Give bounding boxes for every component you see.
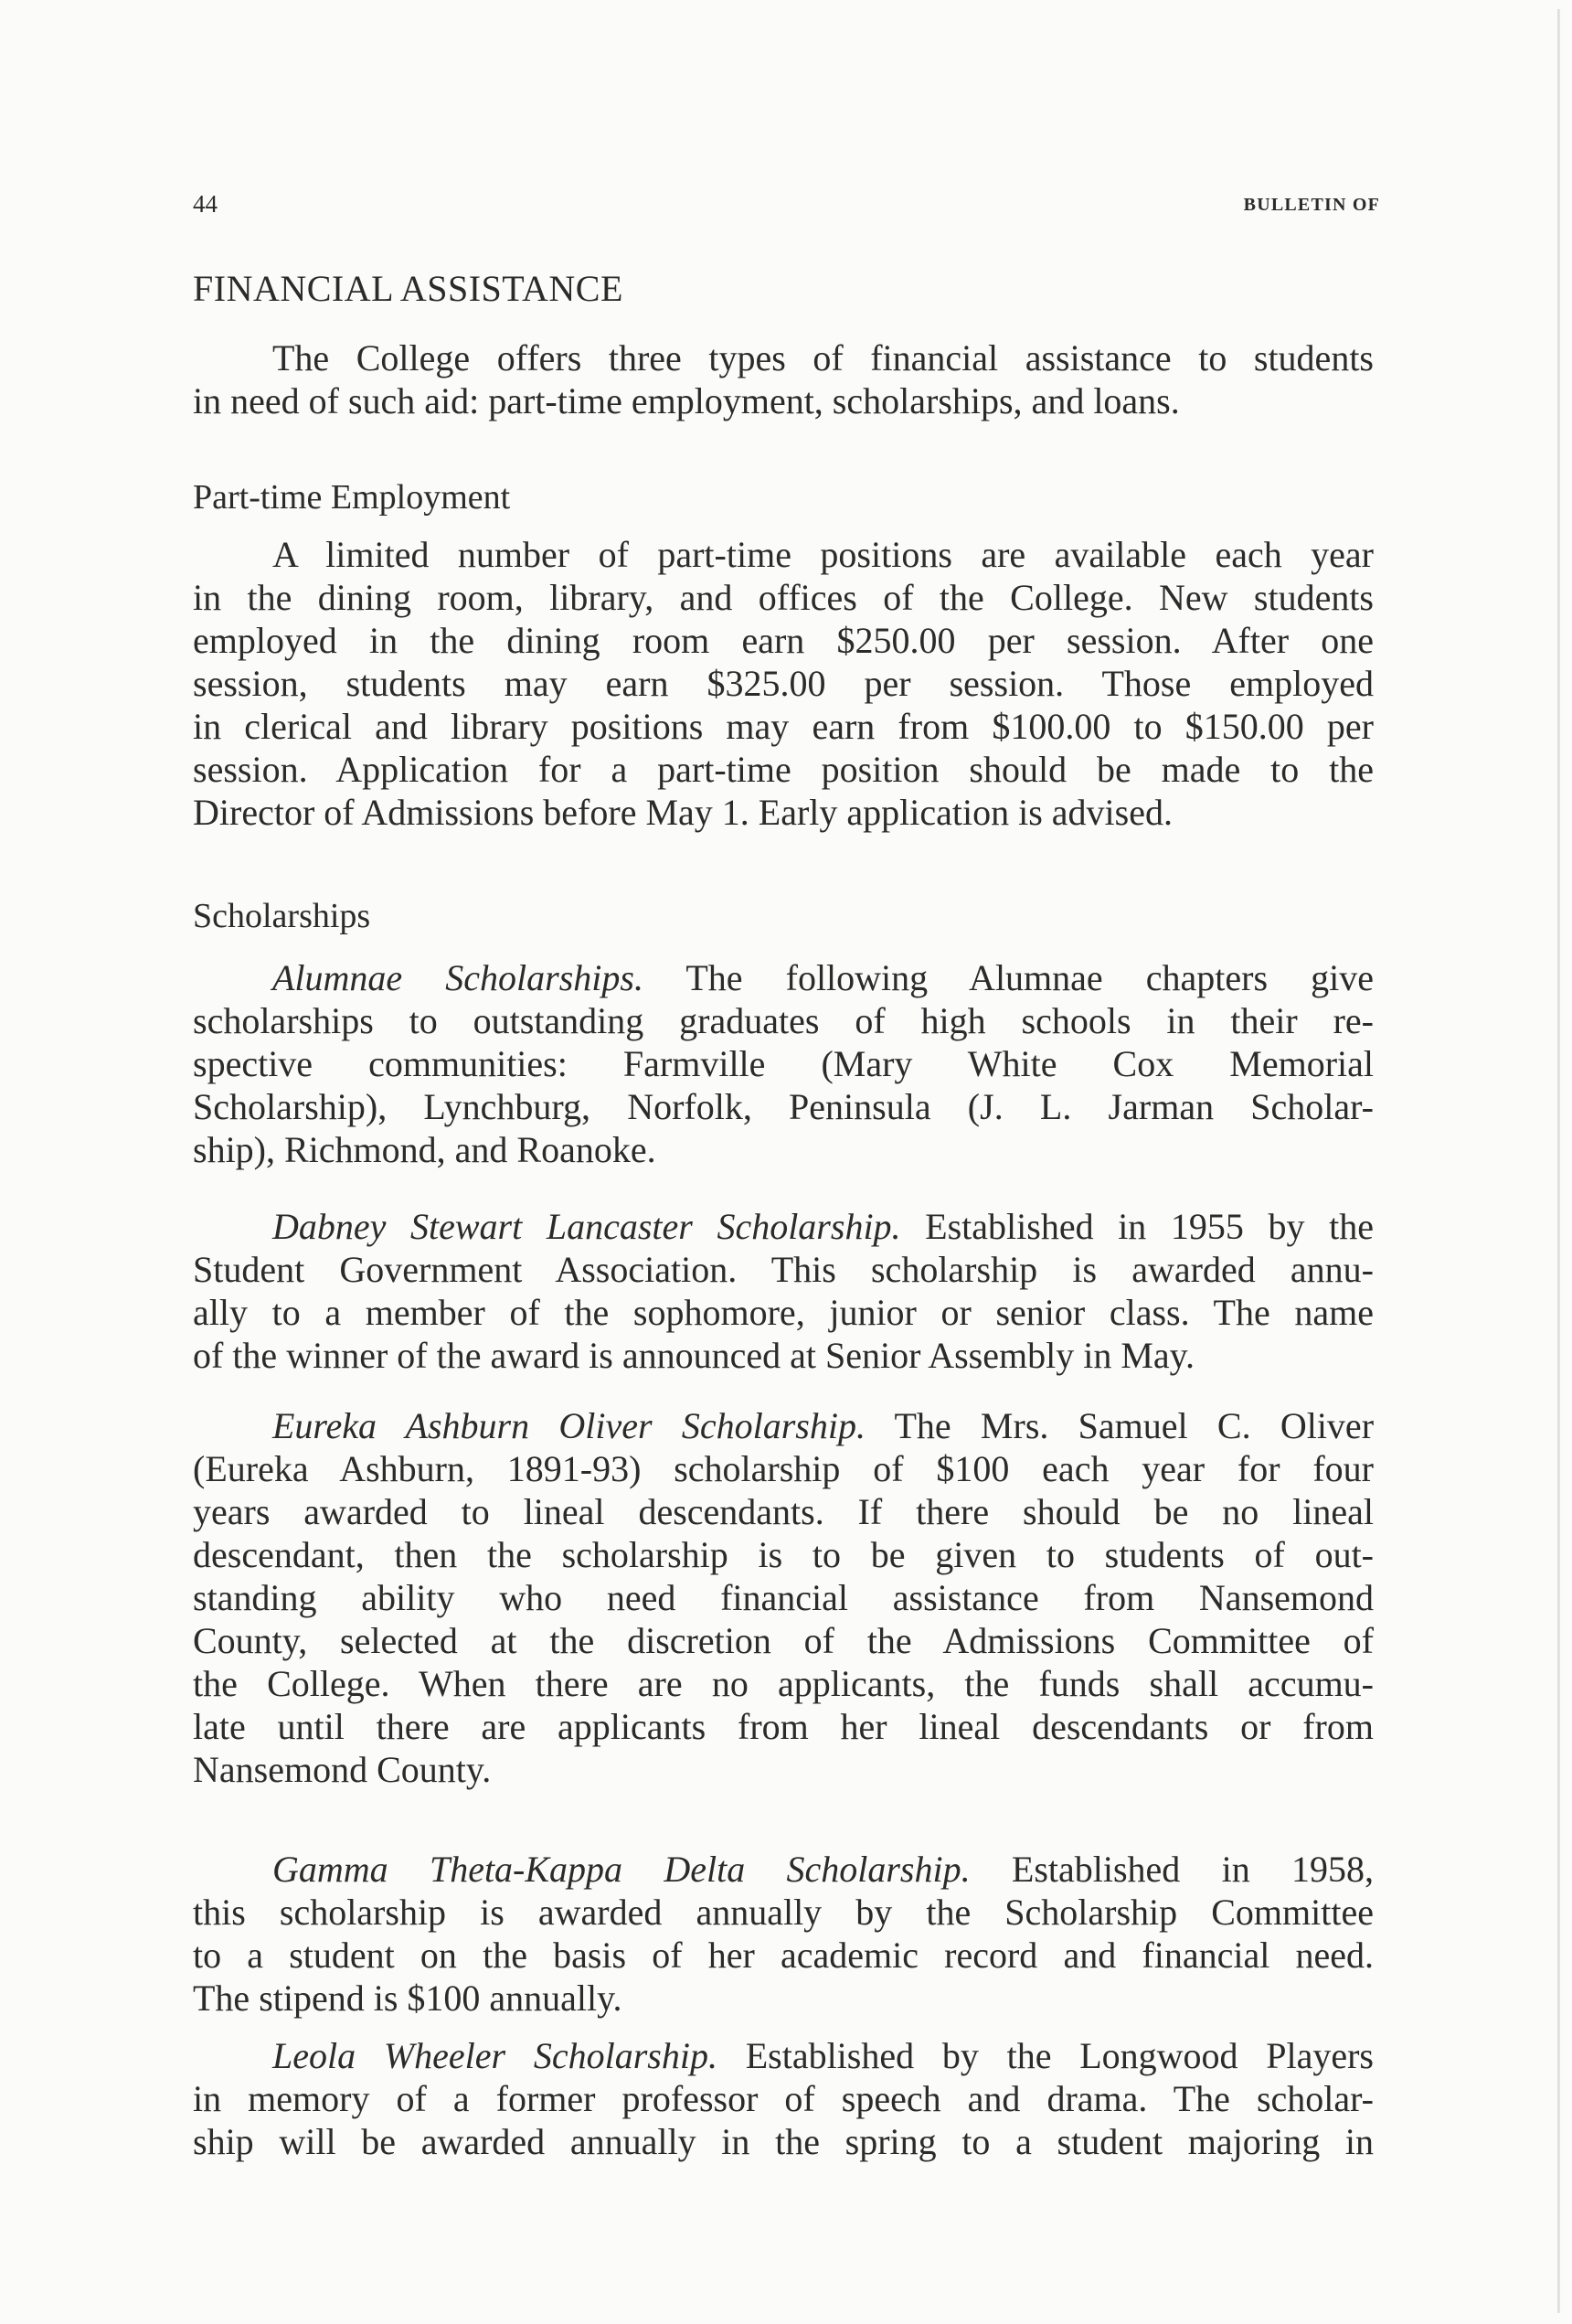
text-run: descendant, then the scholarship is to be given to students of out- xyxy=(193,1534,1374,1575)
text-run: Established in 1955 by the xyxy=(900,1206,1374,1247)
text-run: Scholarship), Lynchburg, Norfolk, Peninsula (J. L. Jarman Scholar- xyxy=(193,1086,1374,1127)
text-line xyxy=(193,1334,1374,1378)
text-line xyxy=(193,1128,1374,1172)
text-line xyxy=(193,662,1374,706)
text-run: The Mrs. Samuel C. Oliver xyxy=(865,1405,1375,1446)
text-run: The following Alumnae chapters give xyxy=(643,957,1374,998)
page-number: 44 xyxy=(193,190,218,218)
text-line xyxy=(193,379,1374,423)
text-line xyxy=(193,2077,1374,2121)
text-line xyxy=(193,999,1374,1043)
text-run: A limited number of part-time positions are available each year xyxy=(272,534,1374,575)
text-run: The stipend is $100 annually. xyxy=(193,1978,622,2019)
text-run: standing ability who need financial assistance from Nansemond xyxy=(193,1577,1374,1618)
text-run: Established in 1958, xyxy=(970,1849,1374,1890)
text-line xyxy=(272,2034,1374,2078)
section-title: FINANCIAL ASSISTANCE xyxy=(193,268,623,309)
text-run: of the winner of the award is announced at Senior Assembly in May. xyxy=(193,1335,1195,1376)
text-run: Director of Admissions before May 1. Early application is advised. xyxy=(193,792,1173,833)
text-run: ally to a member of the sophomore, junior or senior class. The name xyxy=(193,1292,1374,1333)
text-run: this scholarship is awarded annually by the Scholarship Committee xyxy=(193,1892,1374,1933)
text-run: in need of such aid: part-time employment, scholarships, and loans. xyxy=(193,380,1180,421)
text-run: Nansemond County. xyxy=(193,1749,492,1790)
text-run: scholarships to outstanding graduates of high schools in their re- xyxy=(193,1000,1374,1041)
text-line xyxy=(193,2120,1374,2164)
text-line xyxy=(193,1248,1374,1292)
text-run: The College offers three types of financial assistance to students xyxy=(272,337,1374,378)
text-run: ship will be awarded annually in the spring to a student majoring in xyxy=(193,2121,1374,2162)
text-line xyxy=(193,1490,1374,1534)
scholarship-name: Dabney Stewart Lancaster Scholarship. xyxy=(272,1206,901,1247)
text-run: session. Application for a part-time position should be made to the xyxy=(193,749,1374,790)
text-run: late until there are applicants from her lineal descendants or from xyxy=(193,1706,1374,1747)
text-line xyxy=(193,748,1374,792)
text-line xyxy=(193,1934,1374,1978)
text-line xyxy=(193,619,1374,663)
text-line xyxy=(193,1576,1374,1620)
text-run: in memory of a former professor of speech and drama. The scholar- xyxy=(193,2078,1374,2119)
scholarships-heading: Scholarships xyxy=(193,897,371,935)
text-run: Established by the Longwood Players xyxy=(717,2035,1374,2076)
text-line xyxy=(272,336,1374,380)
text-line xyxy=(193,791,1374,835)
text-run: the College. When there are no applicants, the funds shall accumu- xyxy=(193,1663,1374,1704)
text-line xyxy=(193,1748,1374,1792)
text-line xyxy=(193,1042,1374,1086)
text-line xyxy=(272,1848,1374,1892)
text-run: in clerical and library positions may earn from $100.00 to $150.00 per xyxy=(193,706,1374,747)
text-line xyxy=(272,1205,1374,1249)
text-line xyxy=(193,1085,1374,1129)
text-line xyxy=(193,1891,1374,1935)
text-line xyxy=(272,956,1374,1000)
text-line xyxy=(193,705,1374,749)
text-line xyxy=(193,1977,1374,2020)
text-line xyxy=(193,576,1374,620)
text-line xyxy=(193,1447,1374,1491)
text-run: spective communities: Farmville (Mary White Cox Memorial xyxy=(193,1043,1374,1084)
text-line xyxy=(193,1291,1374,1335)
text-run: employed in the dining room earn $250.00 per session. After one xyxy=(193,620,1374,661)
text-run: to a student on the basis of her academic record and financial need. xyxy=(193,1935,1374,1976)
text-run: (Eureka Ashburn, 1891-93) scholarship of $100 each year for four xyxy=(193,1448,1374,1489)
text-line xyxy=(193,1533,1374,1577)
text-line xyxy=(193,1662,1374,1706)
text-run: session, students may earn $325.00 per session. Those employed xyxy=(193,663,1374,704)
text-run: ship), Richmond, and Roanoke. xyxy=(193,1129,656,1170)
text-line xyxy=(272,1404,1374,1448)
text-run: Student Government Association. This scholarship is awarded annu- xyxy=(193,1249,1374,1290)
text-run: County, selected at the discretion of the Admissions Committee of xyxy=(193,1620,1374,1661)
scholarship-name: Alumnae Scholarships. xyxy=(272,957,643,998)
page-edge-shadow xyxy=(1557,9,1560,2313)
text-line xyxy=(193,1619,1374,1663)
text-run: years awarded to lineal descendants. If there should be no lineal xyxy=(193,1491,1374,1532)
text-line xyxy=(193,1705,1374,1749)
scholarship-name: Leola Wheeler Scholarship. xyxy=(272,2035,717,2076)
text-run: in the dining room, library, and offices of the College. New students xyxy=(193,577,1374,618)
part-time-employment-heading: Part-time Employment xyxy=(193,478,511,517)
running-head: BULLETIN OF xyxy=(1243,195,1380,215)
scholarship-name: Gamma Theta-Kappa Delta Scholarship. xyxy=(272,1849,971,1890)
scholarship-name: Eureka Ashburn Oliver Scholarship. xyxy=(272,1405,866,1446)
text-line xyxy=(272,533,1374,577)
